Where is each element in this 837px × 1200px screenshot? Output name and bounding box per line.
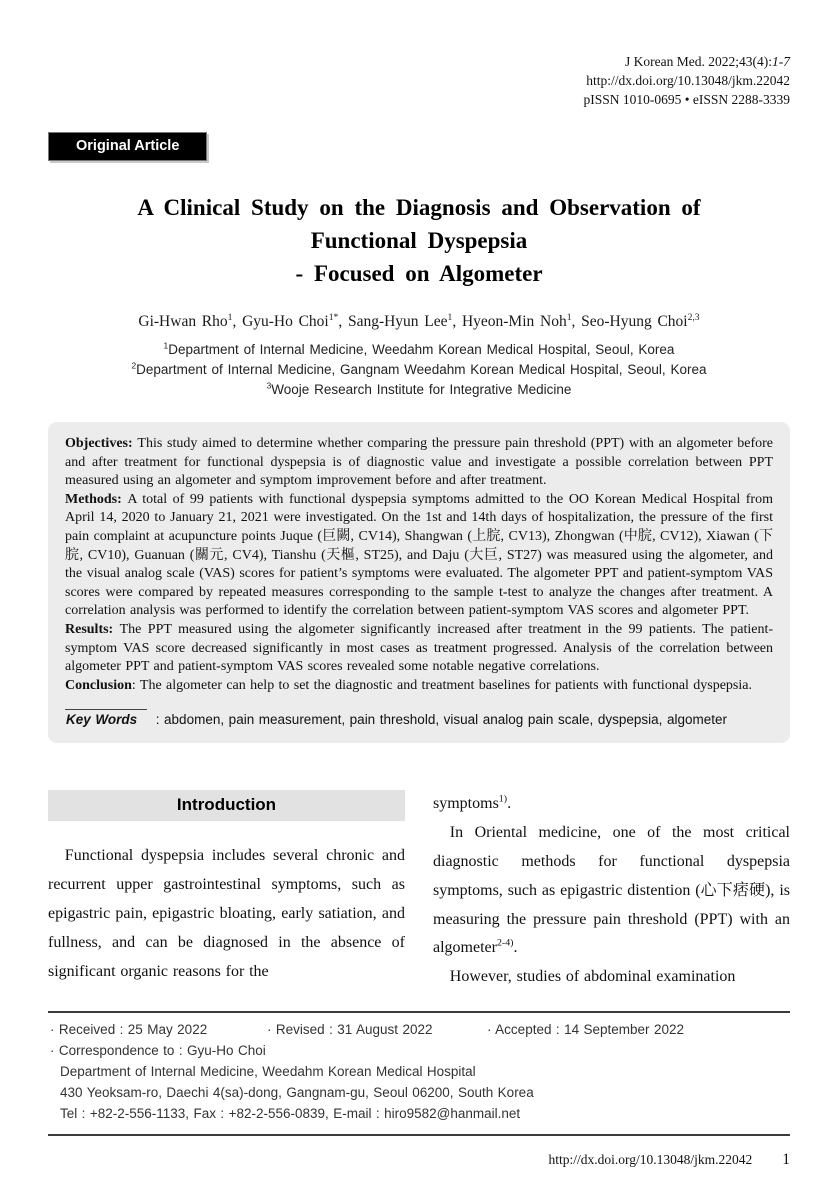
affiliations xyxy=(48,340,790,400)
correspondence-contact: Tel : +82-2-556-1133, Fax : +82-2-556-0839, E-mail : hiro9582@hanmail.net xyxy=(60,1105,521,1121)
abstract-box xyxy=(48,422,790,743)
journal-ref: J Korean Med. 2022;43(4):1-7 xyxy=(625,54,790,69)
revised-date: · Revised : 31 August 2022 xyxy=(267,1022,433,1037)
abstract-results: Results: The PPT measured using the algometer significantly increased after treatment in the 99 patients. The patient-symptom VAS score decreased significantly in most cases as treatment progressed. Analysis of the correlation between algometer PPT and patient-symptom VAS scores revealed some notable negative correlations. xyxy=(65,622,773,675)
original-article-badge: Original Article xyxy=(48,132,207,161)
title-line-3: - Focused on Algometer xyxy=(295,261,543,287)
page-number: 1 xyxy=(782,1151,790,1168)
article-title xyxy=(48,192,790,291)
left-column xyxy=(48,790,405,1008)
authors-line: Gi-Hwan Rho$^1$, Gyu-Ho Choi$^{1*}$, Sang-Hyun Lee$^1$, Hyeon-Min Noh$^1$, Seo-Hyung Choi$^{2,3}$ xyxy=(138,311,700,331)
issn-line: pISSN 1010-0695 • eISSN 2288-3339 xyxy=(583,92,790,108)
right-paragraph-1: symptoms$^{1)}$. xyxy=(433,794,512,813)
title-line-2: Functional Dyspepsia xyxy=(310,228,528,254)
correspondence-address: 430 Yeoksam-ro, Daechi 4(sa)-dong, Gangnam-gu, Seoul 06200, South Korea xyxy=(60,1084,534,1100)
correspondence-dept: Department of Internal Medicine, Weedahm Korean Medical Hospital xyxy=(60,1063,476,1079)
abstract-objectives: Objectives: This study aimed to determine whether comparing the pressure pain threshold (PPT) with an algometer before and after treatment for functional dyspepsia is of diagnostic value and investigate a possible correlation between PPT measured using an algometer and symptom improvement before and after treatment. xyxy=(65,436,774,489)
correspondence-line: · Correspondence to : Gyu-Ho Choi xyxy=(50,1042,266,1058)
introduction-heading: Introduction xyxy=(48,790,405,821)
right-column xyxy=(433,790,790,1008)
header-doi: http://dx.doi.org/10.13048/jkm.22042 xyxy=(586,73,790,89)
abstract-methods: Methods: A total of 99 patients with functional dyspepsia symptoms admitted to the OO Korean Medical Hospital from April 14, 2020 to January 21, 2021 were investigated. On the 1st and 14th days of hospitalization, the pressure of the first pain complaint at acupuncture points Juque (巨闕, CV14), Shangwan (上脘, CV13), Zhongwan (中脘, CV12), Xiawan (下脘, CV10), Guanuan (關元, CV4), Tianshu (天樞, ST25), and Daju (大巨, ST27) was measured using the algometer, and the visual analog scale (VAS) scores for patient’s symptoms were evaluated. The algometer PPT and patient-symptom VAS scores were compared by repeated measures corresponding to the sample t-test to analyze the changes after treatment. A correlation analysis was performed to identify the correlation between patient-symptom VAS scores and algometer PPT. xyxy=(65,491,773,619)
keywords-label: Key Words xyxy=(65,709,147,729)
footnote-block xyxy=(48,1011,790,1136)
affiliation-line-1: $^1$Department of Internal Medicine, Weedahm Korean Medical Hospital, Seoul, Korea xyxy=(163,340,675,358)
right-paragraph-2: In Oriental medicine, one of the most critical diagnostic methods for functional dyspepsia symptoms, such as epigastric distention (心下痞硬), is measuring the pressure pain threshold (PPT) with an algometer$^{2-4)}$. xyxy=(433,824,790,957)
page-header xyxy=(48,52,790,109)
title-line-1: A Clinical Study on the Diagnosis and Observation of xyxy=(137,195,701,221)
received-date: · Received : 25 May 2022 xyxy=(50,1022,208,1037)
badge-row xyxy=(48,132,790,161)
body-columns xyxy=(48,790,790,1008)
abstract-conclusion: Conclusion: The algometer can help to set the diagnostic and treatment baselines for patients with functional dyspepsia. xyxy=(65,677,752,693)
accepted-date: · Accepted : 14 September 2022 xyxy=(487,1022,685,1037)
right-paragraph-3: However, studies of abdominal examination xyxy=(449,968,736,986)
affiliation-line-3: $^3$Wooje Research Institute for Integrative Medicine xyxy=(266,380,572,398)
intro-paragraph: Functional dyspepsia includes several chronic and recurrent upper gastrointestinal symptoms, such as epigastric pain, epigastric bloating, early satiation, and fullness, and can be diagnosed in the absence of significant organic reasons for the xyxy=(48,847,405,980)
affiliation-line-2: $^2$Department of Internal Medicine, Gangnam Weedahm Korean Medical Hospital, Seoul, Korea xyxy=(131,360,707,378)
page-footer xyxy=(548,1151,790,1169)
footer-doi: http://dx.doi.org/10.13048/jkm.22042 xyxy=(548,1152,753,1167)
keywords-row xyxy=(65,709,773,729)
keywords-text: : abdomen, pain measurement, pain threshold, visual analog pain scale, dyspepsia, algometer xyxy=(155,711,728,727)
footnote-dates xyxy=(50,1020,790,1041)
